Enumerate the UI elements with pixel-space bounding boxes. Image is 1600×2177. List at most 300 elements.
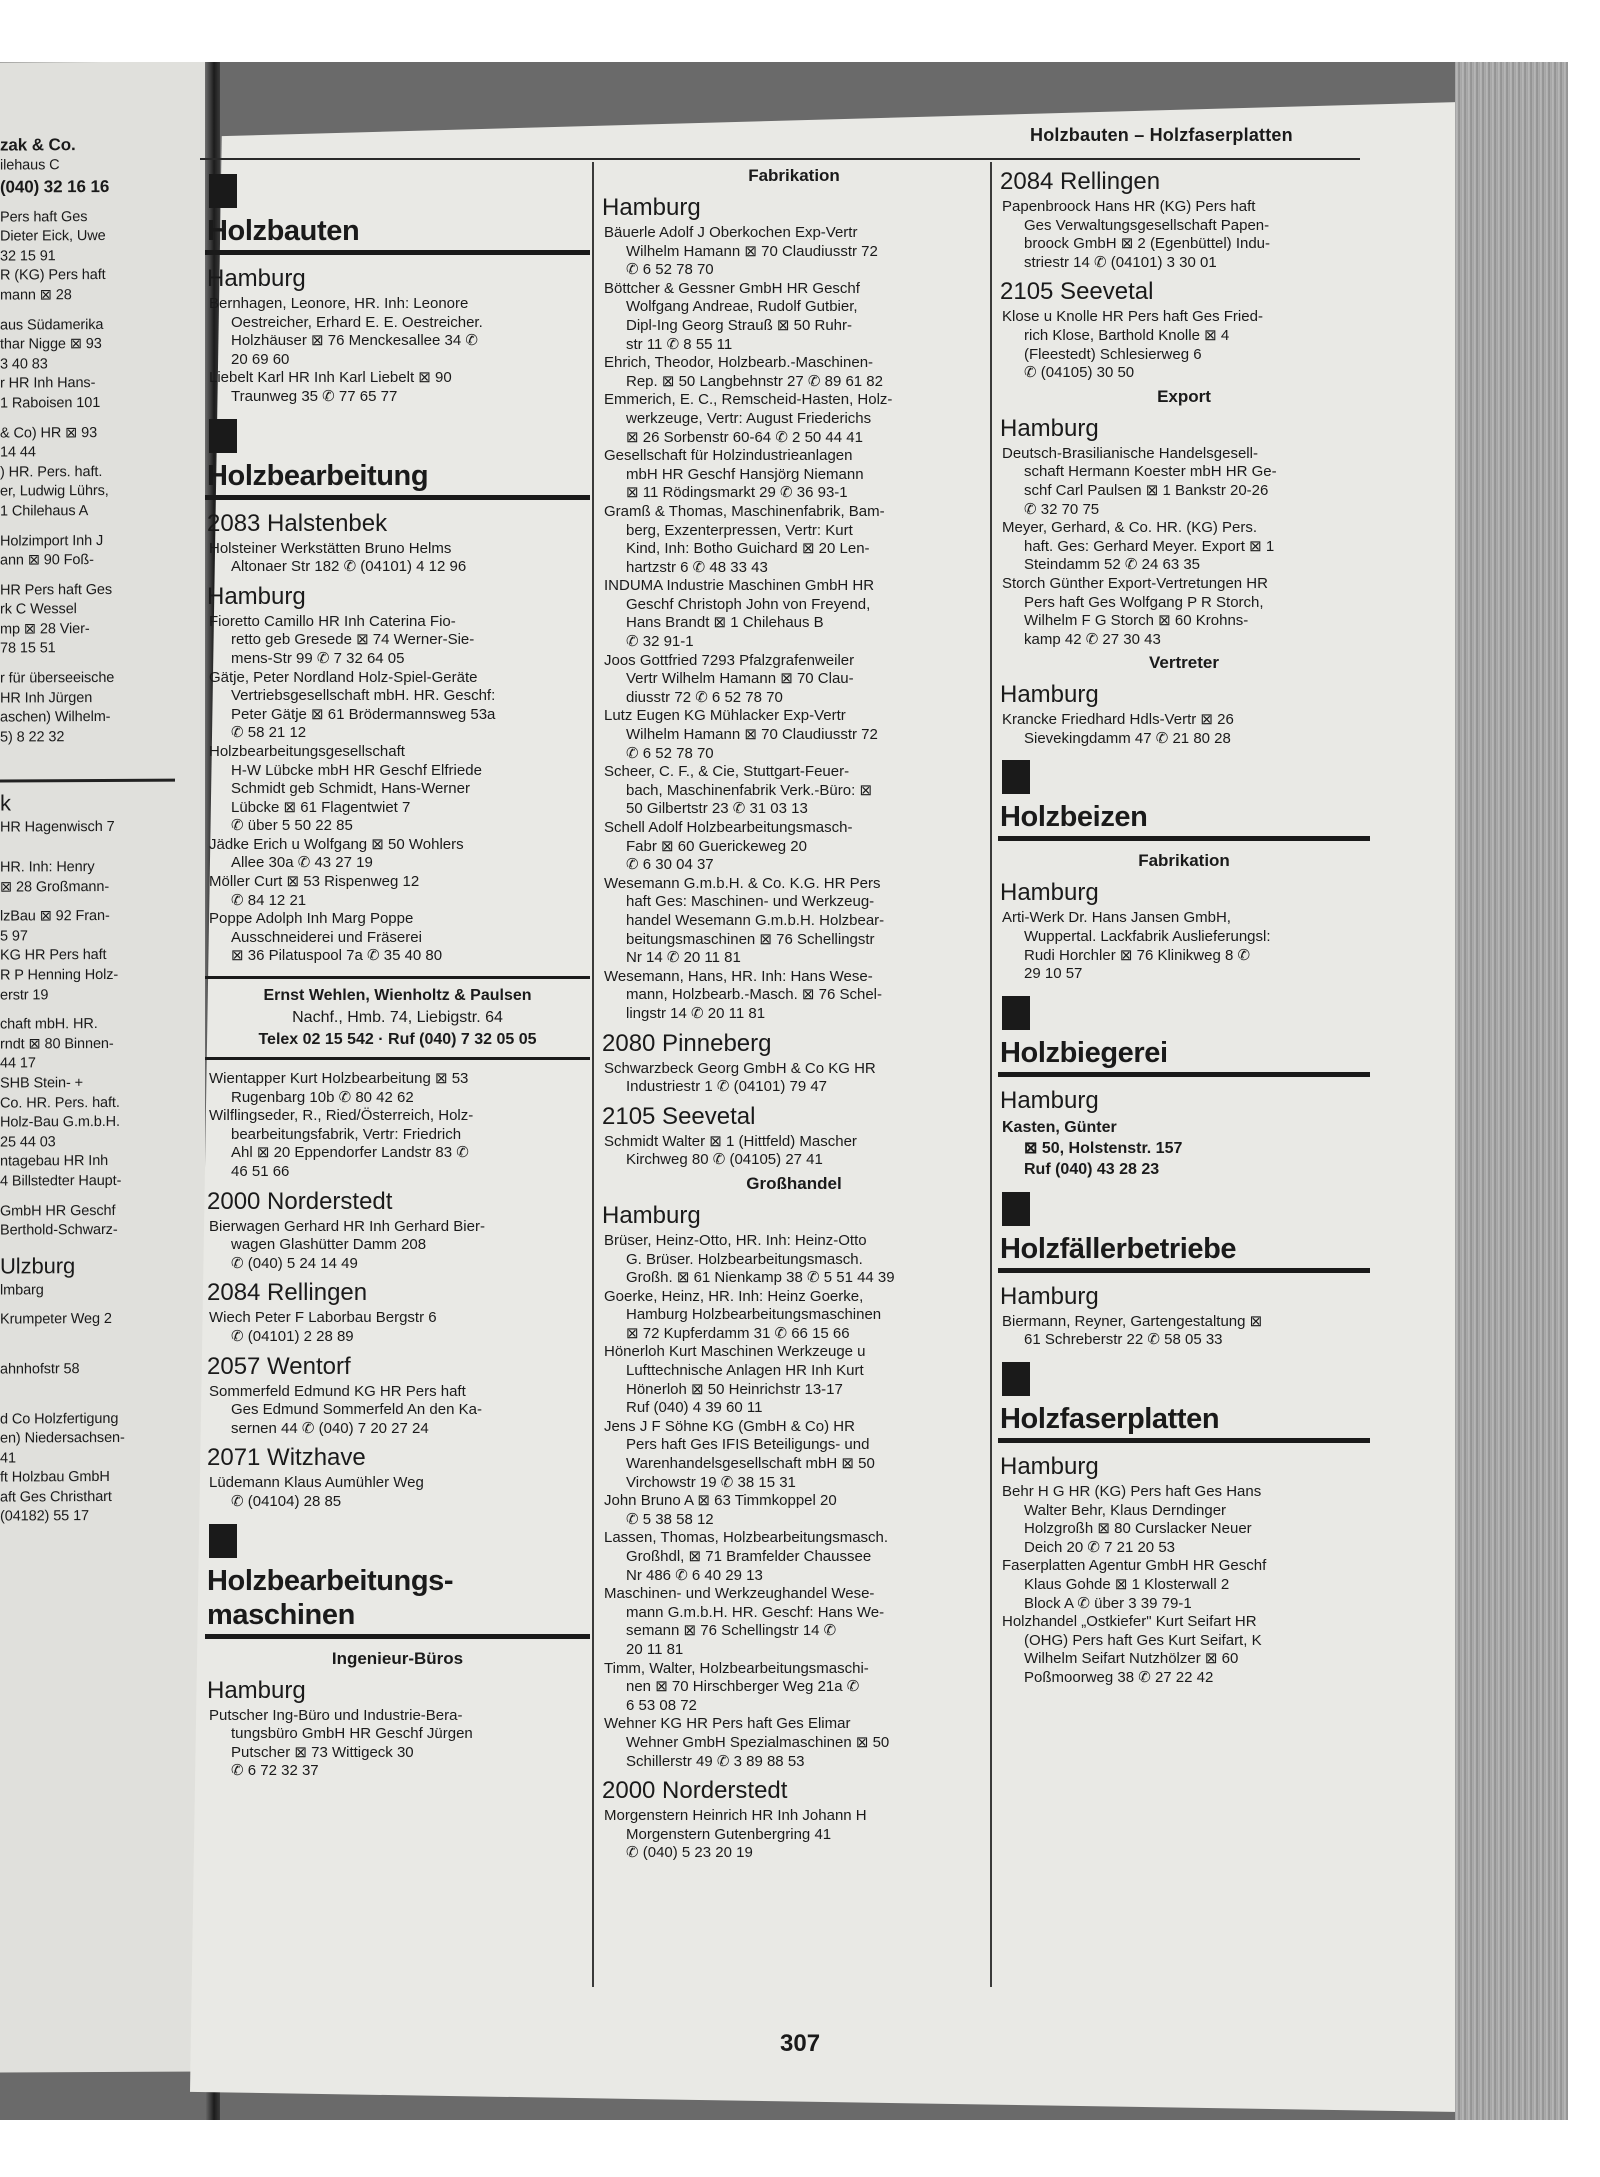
entry-line: Steindamm 52 ✆ 24 63 35 (1024, 556, 1201, 574)
directory-entry (205, 1218, 590, 1274)
left-page-line: GmbH HR Geschf (0, 1202, 116, 1220)
entry-line: Pers haft Ges Wolfgang P R Storch, (1024, 593, 1264, 611)
entry-line: Putscher Ing-Büro und Industrie-Bera- (209, 1706, 463, 1724)
entry-line: Putscher ⊠ 73 Wittigeck 30 (231, 1743, 414, 1761)
entry-line: Meyer, Gerhard, & Co. HR. (KG) Pers. (1002, 519, 1258, 537)
left-page (0, 62, 205, 2073)
section-marker (209, 1524, 237, 1558)
left-page-line: rk C Wessel (0, 601, 77, 618)
left-page-line: Holzimport Inh J (0, 532, 104, 550)
entry-line: Holzhäuser ⊠ 76 Menckesallee 34 ✆ (231, 332, 478, 350)
entry-line: ✆ 58 21 12 (231, 724, 307, 742)
entry-line: striestr 14 ✆ (04101) 3 30 01 (1024, 253, 1217, 271)
section-marker (1002, 760, 1030, 794)
section-rule (205, 495, 590, 500)
left-page-line: er, Ludwig Lührs, (0, 483, 109, 500)
directory-entry (600, 503, 988, 577)
directory-entry (205, 1707, 590, 1781)
entry-line: ✆ 6 52 78 70 (626, 261, 714, 279)
directory-entry (600, 875, 988, 968)
entry-line: 46 51 66 (231, 1163, 290, 1180)
entry-line: Schell Adolf Holzbearbeitungsmasch- (604, 819, 853, 836)
directory-entry (600, 1232, 988, 1288)
entry-line: Papenbroock Hans HR (KG) Pers haft (1002, 198, 1256, 215)
directory-entry (205, 910, 590, 966)
left-page-line: 32 15 91 (0, 248, 56, 265)
entry-line: Dipl-Ing Georg Strauß ⊠ 50 Ruhr- (626, 316, 852, 334)
entry-line: 20 69 60 (231, 350, 290, 368)
left-page-line: (04182) 55 17 (0, 1508, 89, 1526)
display-advertisement (205, 976, 590, 1060)
subheading: Fabrikation (748, 166, 840, 185)
entry-line: Wilhelm Hamann ⊠ 70 Claudiusstr 72 (626, 242, 878, 260)
left-page-line: ⊠ 28 Großmann- (0, 878, 110, 896)
left-page-line: lzBau ⊠ 92 Fran- (0, 908, 110, 925)
section-heading (998, 1362, 1370, 1443)
left-page-line: d Co Holzfertigung (0, 1410, 119, 1428)
entry-line: beitungsmaschinen ⊠ 76 Schellingstr (626, 930, 875, 948)
entry-line: Industriestr 1 ✆ (04101) 79 47 (626, 1078, 828, 1096)
entry-line: (OHG) Pers haft Ges Kurt Seifart, K (1024, 1631, 1262, 1649)
entry-line: bearbeitungsfabrik, Vertr: Friedrich (231, 1125, 462, 1143)
entry-line: Bierwagen Gerhard HR Inh Gerhard Bier- (209, 1217, 485, 1235)
directory-entry (205, 1474, 590, 1511)
entry-line: nen ⊠ 70 Hirschberger Weg 21a ✆ (626, 1678, 860, 1696)
subheading: Vertreter (1149, 653, 1219, 673)
entry-line: Traunweg 35 ✆ 77 65 77 (231, 387, 398, 405)
left-page-line: R P Henning Holz- (0, 966, 119, 984)
city-heading: 2080 Pinneberg (602, 1029, 772, 1057)
section-marker (209, 419, 237, 453)
left-page-line: 44 17 (0, 1055, 36, 1072)
directory-entry (600, 1418, 988, 1492)
entry-line: Ruf (040) 4 39 60 11 (626, 1399, 763, 1417)
column-1 (205, 162, 590, 1781)
directory-entry (600, 1060, 988, 1097)
entry-line: Schmidt Walter ⊠ 1 (Hittfeld) Mascher (604, 1132, 857, 1150)
entry-line: haft. Ges: Gerhard Meyer. Export ⊠ 1 (1024, 537, 1275, 555)
entry-line: Kirchweg 80 ✆ (04105) 27 41 (626, 1151, 823, 1169)
directory-entry (205, 1383, 590, 1439)
entry-line: Vertriebsgesellschaft mbH. HR. Geschf: (231, 687, 496, 705)
entry-line: mann G.m.b.H. HR. Geschf: Hans We- (626, 1603, 885, 1621)
directory-entry (998, 519, 1370, 575)
ad-phone: Telex 02 15 542 · Ruf (040) 7 32 05 05 (258, 1031, 537, 1049)
entry-line: G. Brüser. Holzbearbeitungsmasch. (626, 1250, 863, 1268)
entry-line: Gesellschaft für Holzindustrieanlagen (604, 447, 853, 465)
left-page-line: 78 15 51 (0, 640, 56, 658)
entry-line: Allee 30a ✆ 43 27 19 (231, 854, 373, 872)
left-page-line: 5 97 (0, 928, 28, 945)
entry-line: Fioretto Camillo HR Inh Caterina Fio- (209, 612, 456, 630)
directory-entry (998, 1313, 1370, 1350)
left-page-line: Krumpeter Weg 2 (0, 1311, 112, 1328)
entry-line: Schillerstr 49 ✆ 3 89 88 53 (626, 1752, 805, 1770)
left-page-line: Pers haft Ges (0, 208, 88, 226)
city-heading: 2000 Norderstedt (207, 1187, 393, 1215)
entry-line: Goerke, Heinz, HR. Inh: Heinz Goerke, (604, 1287, 864, 1305)
entry-line: Holzgroßh ⊠ 80 Curslacker Neuer (1024, 1520, 1252, 1538)
left-page-line: 4 Billstedter Haupt- (0, 1172, 122, 1190)
entry-line: 20 11 81 (626, 1640, 684, 1658)
entry-line: hartzstr 6 ✆ 48 33 43 (626, 558, 768, 576)
city-heading: 2084 Rellingen (207, 1279, 368, 1307)
directory-entry (600, 391, 988, 447)
directory-entry (998, 711, 1370, 748)
column-divider (592, 162, 594, 1987)
entry-line: Rugenbarg 10b ✆ 80 42 62 (231, 1088, 414, 1106)
entry-line: Morgenstern Heinrich HR Inh Johann H (604, 1807, 867, 1825)
spacer (0, 767, 190, 778)
directory-entry (998, 575, 1370, 649)
entry-line: Nr 486 ✆ 6 40 29 13 (626, 1566, 763, 1584)
left-page-line: erstr 19 (0, 986, 49, 1004)
entry-line: ⊠ 36 Pilatuspool 7a ✆ 35 40 80 (231, 947, 443, 965)
column-2 (600, 162, 988, 1863)
entry-line: Walter Behr, Klaus Derndinger (1024, 1501, 1227, 1519)
directory-entry (998, 198, 1370, 272)
entry-line: Peter Gätje ⊠ 61 Brödermannsweg 53a (231, 705, 496, 723)
left-page-line: 5) 8 22 32 (0, 729, 65, 746)
city-heading: Hamburg (1000, 1453, 1099, 1481)
header-rule (200, 158, 1360, 160)
entry-line: berg, Exzenterpressen, Vertr: Kurt (626, 521, 853, 539)
left-page-line: aft Ges Christhart (0, 1488, 112, 1506)
entry-line: Jens J F Söhne KG (GmbH & Co) HR (604, 1417, 855, 1435)
entry-line: Lüdemann Klaus Aumühler Weg (209, 1474, 424, 1492)
city-heading: 2000 Norderstedt (602, 1777, 788, 1805)
left-page-line: KG HR Pers haft (0, 947, 107, 964)
entry-line: Lufttechnische Anlagen HR Inh Kurt (626, 1362, 864, 1380)
directory-entry (205, 369, 590, 406)
section-title: maschinen (207, 1598, 355, 1631)
directory-entry (998, 1483, 1370, 1557)
left-page-line: HR. Inh: Henry (0, 859, 95, 876)
entry-line: Oestreicher, Erhard E. E. Oestreicher. (231, 313, 483, 331)
listing-phone: Ruf (040) 43 28 23 (1024, 1160, 1160, 1178)
city-heading: 2071 Witzhave (207, 1444, 366, 1472)
entry-line: rich Klose, Barthold Knolle ⊠ 4 (1024, 326, 1230, 344)
entry-line: ✆ (04105) 30 50 (1024, 364, 1135, 382)
entry-line: ✆ 6 30 04 37 (626, 856, 714, 874)
entry-line: Klose u Knolle HR Pers haft Ges Fried- (1002, 308, 1263, 326)
entry-line: Lassen, Thomas, Holzbearbeitungsmasch. (604, 1529, 889, 1547)
directory-entry (600, 280, 988, 354)
section-rule (998, 1438, 1370, 1443)
entry-line: ✆ 5 38 58 12 (626, 1510, 714, 1528)
entry-line: Jädke Erich u Wolfgang ⊠ 50 Wohlers (209, 835, 464, 853)
directory-entry (205, 1107, 590, 1181)
entry-line: Wuppertal. Lackfabrik Auslieferungsl: (1024, 928, 1271, 946)
city-heading: Hamburg (1000, 1282, 1099, 1310)
entry-line: mann, Holzbearb.-Masch. ⊠ 76 Schel- (626, 986, 883, 1004)
entry-line: Liebelt Karl HR Inh Karl Liebelt ⊠ 90 (209, 369, 452, 387)
entry-line: Scheer, C. F., & Cie, Stuttgart-Feuer- (604, 763, 850, 781)
entry-line: Holzhandel „Ostkiefer" Kurt Seifart HR (1002, 1613, 1257, 1631)
entry-line: Ehrich, Theodor, Holzbearb.-Maschinen- (604, 354, 874, 372)
left-page-line: Dieter Eick, Uwe (0, 228, 106, 245)
left-page-line: ahnhofstr 58 (0, 1361, 80, 1378)
section-rule (998, 1268, 1370, 1273)
bold-listing (998, 1117, 1370, 1180)
city-heading: 2105 Seevetal (1000, 278, 1154, 306)
entry-line: Schmidt geb Schmidt, Hans-Werner (231, 780, 470, 798)
entry-line: Wilflingseder, R., Ried/Österreich, Holz- (209, 1107, 474, 1125)
entry-line: Wientapper Kurt Holzbearbeitung ⊠ 53 (209, 1070, 469, 1088)
left-page-line: (040) 32 16 16 (0, 176, 110, 197)
entry-line: Deutsch-Brasilianische Handelsgesell- (1002, 444, 1258, 462)
section-rule (205, 250, 590, 255)
section-rule (998, 836, 1370, 841)
left-page-line: 41 (0, 1450, 16, 1467)
entry-line: Hamburg Holzbearbeitungsmaschinen (626, 1306, 882, 1324)
directory-entry (205, 613, 590, 669)
entry-line: diusstr 72 ✆ 6 52 78 70 (626, 688, 783, 706)
entry-line: Böttcher & Gessner GmbH HR Geschf (604, 279, 860, 297)
entry-line: broock GmbH ⊠ 2 (Egenbüttel) Indu- (1024, 235, 1271, 253)
section-title: Holzbiegerei (1000, 1036, 1168, 1069)
section-rule (998, 1072, 1370, 1077)
entry-line: 29 10 57 (1024, 965, 1083, 983)
directory-entry (998, 1613, 1370, 1687)
entry-line: Poßmoorweg 38 ✆ 27 22 42 (1024, 1668, 1214, 1686)
entry-line: ✆ 32 70 75 (1024, 500, 1100, 518)
entry-line: Virchowstr 19 ✆ 38 15 31 (626, 1473, 796, 1491)
left-page-line: lmbarg (0, 1282, 44, 1299)
entry-line: Biermann, Reyner, Gartengestaltung ⊠ (1002, 1312, 1263, 1330)
left-page-line: aus Südamerika (0, 316, 104, 334)
city-heading: Hamburg (1000, 1086, 1099, 1114)
city-heading: Hamburg (602, 194, 701, 221)
divider (0, 779, 175, 783)
page-number: 307 (780, 2030, 821, 2057)
left-page-line: ft Holzbau GmbH (0, 1469, 110, 1486)
entry-line: Sievekingdamm 47 ✆ 21 80 28 (1024, 729, 1231, 747)
entry-line: ✆ 6 72 32 37 (231, 1762, 319, 1780)
section-heading (998, 1192, 1370, 1273)
directory-entry (600, 577, 988, 651)
entry-line: sernen 44 ✆ (040) 7 20 27 24 (231, 1419, 429, 1437)
entry-line: Kind, Inh: Botho Guichard ⊠ 20 Len- (626, 540, 870, 558)
directory-entry (600, 1133, 988, 1170)
section-heading (205, 419, 590, 500)
entry-line: Großh. ⊠ 61 Nienkamp 38 ✆ 5 51 44 39 (626, 1269, 895, 1287)
entry-line: Wilhelm Seifart Nutzhölzer ⊠ 60 (1024, 1650, 1239, 1668)
left-page-line: ilehaus C (0, 157, 60, 174)
section-marker (1002, 1192, 1030, 1226)
left-page-line: 3 40 83 (0, 356, 48, 373)
left-page-line: & Co) HR ⊠ 93 (0, 424, 98, 442)
entry-line: Wehner KG HR Pers haft Ges Elimar (604, 1715, 851, 1733)
entry-line: Deich 20 ✆ 7 21 20 53 (1024, 1538, 1176, 1556)
left-page-line: chaft mbH. HR. (0, 1016, 98, 1033)
entry-line: lingstr 14 ✆ 20 11 81 (626, 1004, 766, 1022)
directory-entry (205, 743, 590, 836)
entry-line: Block A ✆ über 3 39 79-1 (1024, 1594, 1192, 1612)
left-page-text (0, 134, 190, 1528)
entry-line: Wilhelm F G Storch ⊠ 60 Krohns- (1024, 612, 1249, 630)
entry-line: Maschinen- und Werkzeughandel Wese- (604, 1585, 875, 1603)
entry-line: mbH HR Geschf Hansjörg Niemann (626, 465, 864, 483)
entry-line: Timm, Walter, Holzbearbeitungsmaschi- (604, 1659, 869, 1677)
entry-line: ✆ 6 52 78 70 (626, 744, 714, 762)
entry-line: Poppe Adolph Inh Marg Poppe (209, 910, 414, 928)
entry-line: Ahl ⊠ 20 Eppendorfer Landstr 83 ✆ (231, 1144, 469, 1162)
left-page-line: k (0, 790, 11, 816)
entry-line: haft Ges: Maschinen- und Werkzeug- (626, 893, 875, 911)
entry-line: Faserplatten Agentur GmbH HR Geschf (1002, 1557, 1267, 1575)
entry-line: Wilhelm Hamann ⊠ 70 Claudiusstr 72 (626, 726, 878, 744)
left-page-line: ) HR. Pers. haft. (0, 463, 103, 481)
city-heading: Hamburg (1000, 879, 1099, 907)
entry-line: Ausschneiderei und Fräserei (231, 928, 422, 946)
left-page-line: Berthold-Schwarz- (0, 1222, 118, 1239)
directory-entry (600, 1343, 988, 1417)
entry-line: ✆ (040) 5 23 20 19 (626, 1844, 753, 1862)
entry-line: Behr H G HR (KG) Pers haft Ges Hans (1002, 1483, 1262, 1501)
entry-line: Hönerloh Kurt Maschinen Werkzeuge u (604, 1343, 866, 1361)
section-marker (1002, 996, 1030, 1030)
entry-line: 6 53 08 72 (626, 1696, 697, 1714)
listing-name: Kasten, Günter (1002, 1118, 1117, 1136)
entry-line: Holsteiner Werkstätten Bruno Helms (209, 539, 452, 557)
left-page-line: r HR Inh Hans- (0, 375, 96, 392)
city-heading: Hamburg (602, 1201, 701, 1229)
section-marker (1002, 1362, 1030, 1396)
directory-entry (205, 669, 590, 743)
directory-entry (600, 652, 988, 708)
left-page-line: rndt ⊠ 80 Binnen- (0, 1035, 114, 1053)
entry-line: Morgenstern Gutenbergring 41 (626, 1825, 832, 1843)
entry-line: Altonaer Str 182 ✆ (04101) 4 12 96 (231, 558, 467, 576)
entry-line: Wolfgang Andreae, Rudolf Gutbier, (626, 298, 858, 316)
entry-line: ✆ über 5 50 22 85 (231, 817, 353, 835)
subheading: Ingenieur-Büros (331, 1648, 464, 1668)
entry-line: Bernhagen, Leonore, HR. Inh: Leonore (209, 295, 469, 312)
ad-address: Nachf., Hmb. 74, Liebigstr. 64 (292, 1009, 503, 1027)
directory-entry (600, 1807, 988, 1863)
entry-line: kamp 42 ✆ 27 30 43 (1024, 630, 1161, 648)
directory-entry (600, 1715, 988, 1771)
ad-company: Ernst Wehlen, Wienholtz & Paulsen (263, 987, 532, 1005)
entry-line: Rudi Horchler ⊠ 76 Klinikweg 8 ✆ (1024, 946, 1251, 964)
entry-line: ⊠ 26 Sorbenstr 60-64 ✆ 2 50 44 41 (626, 428, 863, 446)
city-heading: Hamburg (207, 1676, 306, 1704)
directory-entry (600, 707, 988, 763)
entry-line: Emmerich, E. C., Remscheid-Hasten, Holz- (604, 391, 893, 409)
section-title: Holzbearbeitung (207, 459, 429, 492)
entry-line: Nr 14 ✆ 20 11 81 (626, 949, 741, 967)
directory-entry (998, 909, 1370, 983)
city-heading: 2057 Wentorf (207, 1352, 351, 1380)
entry-line: schaft Hermann Koester mbH HR Ge- (1024, 463, 1277, 481)
city-heading: Hamburg (207, 582, 306, 610)
entry-line: Ges Verwaltungsgesellschaft Papen- (1024, 216, 1270, 234)
entry-line: mens-Str 99 ✆ 7 32 64 05 (231, 649, 405, 667)
entry-line: Wesemann, Hans, HR. Inh: Hans Wese- (604, 967, 873, 985)
entry-line: Geschf Christoph John von Freyend, (626, 595, 871, 613)
entry-line: Hönerloh ⊠ 50 Heinrichstr 13-17 (626, 1380, 843, 1398)
section-heading (998, 760, 1370, 841)
directory-entry (600, 1585, 988, 1659)
directory-entry (600, 224, 988, 280)
entry-line: bach, Maschinenfabrik Verk.-Büro: ⊠ (626, 781, 873, 799)
entry-line: 50 Gilbertstr 23 ✆ 31 03 13 (626, 800, 808, 818)
directory-entry (600, 968, 988, 1024)
entry-line: Rep. ⊠ 50 Langbehnstr 27 ✆ 89 61 82 (626, 372, 883, 390)
directory-entry (205, 1309, 590, 1346)
left-page-line: 1 Chilehaus A (0, 502, 89, 520)
entry-line: wagen Glashütter Damm 208 (231, 1236, 427, 1254)
directory-entry (600, 447, 988, 503)
directory-entry (205, 540, 590, 577)
left-page-line: Co. HR. Pers. haft. (0, 1094, 120, 1112)
city-heading: Hamburg (1000, 681, 1099, 709)
entry-line: 61 Schreberstr 22 ✆ 58 05 33 (1024, 1331, 1223, 1349)
section-heading (205, 1524, 590, 1639)
entry-line: Bäuerle Adolf J Oberkochen Exp-Vertr (604, 224, 858, 241)
entry-line: werkzeuge, Vertr: August Friederichs (626, 409, 872, 427)
left-page-line: en) Niedersachsen- (0, 1429, 125, 1447)
entry-line: ✆ 32 91-1 (626, 633, 694, 651)
entry-line: Lübcke ⊠ 61 Flagentwiet 7 (231, 798, 411, 816)
section-title: Holzfällerbetriebe (1000, 1232, 1237, 1265)
left-page-line: 1 Raboisen 101 (0, 394, 101, 412)
running-head: Holzbauten – Holzfaserplatten (1030, 125, 1293, 145)
entry-line: INDUMA Industrie Maschinen GmbH HR (604, 577, 875, 595)
entry-line: handel Wesemann G.m.b.H. Holzbear- (626, 911, 885, 929)
directory-entry (998, 308, 1370, 382)
entry-line: ⊠ 72 Kupferdamm 31 ✆ 66 15 66 (626, 1324, 850, 1342)
entry-line: Lutz Eugen KG Mühlacker Exp-Vertr (604, 707, 846, 725)
left-page-line: SHB Stein- + (0, 1075, 84, 1092)
entry-line: Holzbearbeitungsgesellschaft (209, 742, 405, 760)
section-heading (205, 174, 590, 255)
entry-line: Joos Gottfried 7293 Pfalzgrafenweiler (604, 651, 855, 669)
left-page-line: aschen) Wilhelm- (0, 709, 111, 726)
directory-entry (205, 295, 590, 369)
listing-address: ⊠ 50, Holstenstr. 157 (1024, 1139, 1183, 1157)
entry-line: retto geb Gresede ⊠ 74 Werner-Sie- (231, 631, 475, 649)
left-page-line: zak & Co. (0, 135, 76, 155)
entry-line: str 11 ✆ 8 55 11 (626, 335, 733, 353)
left-page-line: Ulzburg (0, 1252, 76, 1279)
section-title: Holzfaserplatten (1000, 1403, 1220, 1436)
directory-entry (600, 1529, 988, 1585)
directory-entry (600, 763, 988, 819)
section-rule (205, 1634, 590, 1639)
column-3 (998, 162, 1370, 1688)
entry-line: Großhdl, ⊠ 71 Bramfelder Chaussee (626, 1548, 872, 1565)
entry-line: Gramß & Thomas, Maschinenfabrik, Bam- (604, 502, 885, 520)
entry-line: John Bruno A ⊠ 63 Timmkoppel 20 (604, 1492, 837, 1510)
city-heading: 2083 Halstenbek (207, 509, 388, 537)
entry-line: (Fleestedt) Schlesierweg 6 (1024, 345, 1202, 363)
left-page-line: 25 44 03 (0, 1133, 56, 1151)
left-page-line: mp ⊠ 28 Vier- (0, 620, 90, 638)
left-page-line: HR Pers haft Ges (0, 581, 113, 599)
directory-entry (998, 1557, 1370, 1613)
entry-line: Gätje, Peter Nordland Holz-Spiel-Geräte (209, 668, 478, 686)
section-title: Holzbearbeitungs- (207, 1564, 454, 1597)
left-page-line: ntagebau HR Inh (0, 1153, 109, 1170)
directory-entry (600, 819, 988, 875)
entry-line: Vertr Wilhelm Hamann ⊠ 70 Clau- (626, 670, 854, 688)
entry-line: ⊠ 11 Rödingsmarkt 29 ✆ 36 93-1 (626, 484, 848, 502)
directory-entry (600, 1660, 988, 1716)
left-page-line: Holz-Bau G.m.b.H. (0, 1114, 120, 1131)
left-page-line: r für überseeische (0, 670, 115, 687)
